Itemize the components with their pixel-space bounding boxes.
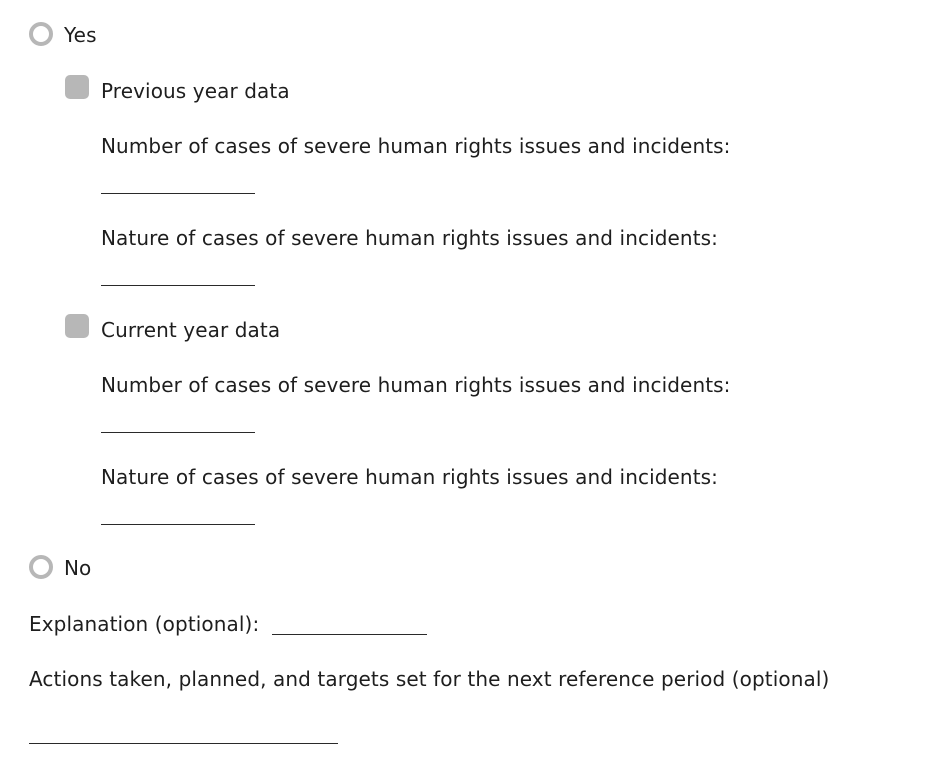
- previous-year-checkbox[interactable]: [65, 75, 89, 99]
- previous-year-nature-label: Nature of cases of severe human rights issues and incidents:: [101, 226, 719, 250]
- previous-year-number-blank[interactable]: [101, 193, 255, 194]
- explanation-label: Explanation (optional):: [29, 612, 260, 636]
- current-year-number-blank[interactable]: [101, 432, 255, 433]
- previous-year-nature-blank[interactable]: [101, 285, 255, 286]
- yes-radio[interactable]: [29, 22, 53, 46]
- explanation-blank[interactable]: [272, 634, 427, 635]
- actions-label: Actions taken, planned, and targets set for the next reference period (optional): [29, 667, 830, 691]
- current-year-number-label: Number of cases of severe human rights issues and incidents:: [101, 373, 731, 397]
- previous-year-number-label: Number of cases of severe human rights issues and incidents:: [101, 134, 731, 158]
- actions-blank[interactable]: [29, 743, 338, 744]
- no-label: No: [64, 556, 92, 580]
- current-year-label: Current year data: [101, 318, 281, 342]
- yes-label: Yes: [64, 23, 97, 47]
- current-year-nature-label: Nature of cases of severe human rights issues and incidents:: [101, 465, 719, 489]
- current-year-nature-blank[interactable]: [101, 524, 255, 525]
- no-radio[interactable]: [29, 555, 53, 579]
- previous-year-label: Previous year data: [101, 79, 290, 103]
- current-year-checkbox[interactable]: [65, 314, 89, 338]
